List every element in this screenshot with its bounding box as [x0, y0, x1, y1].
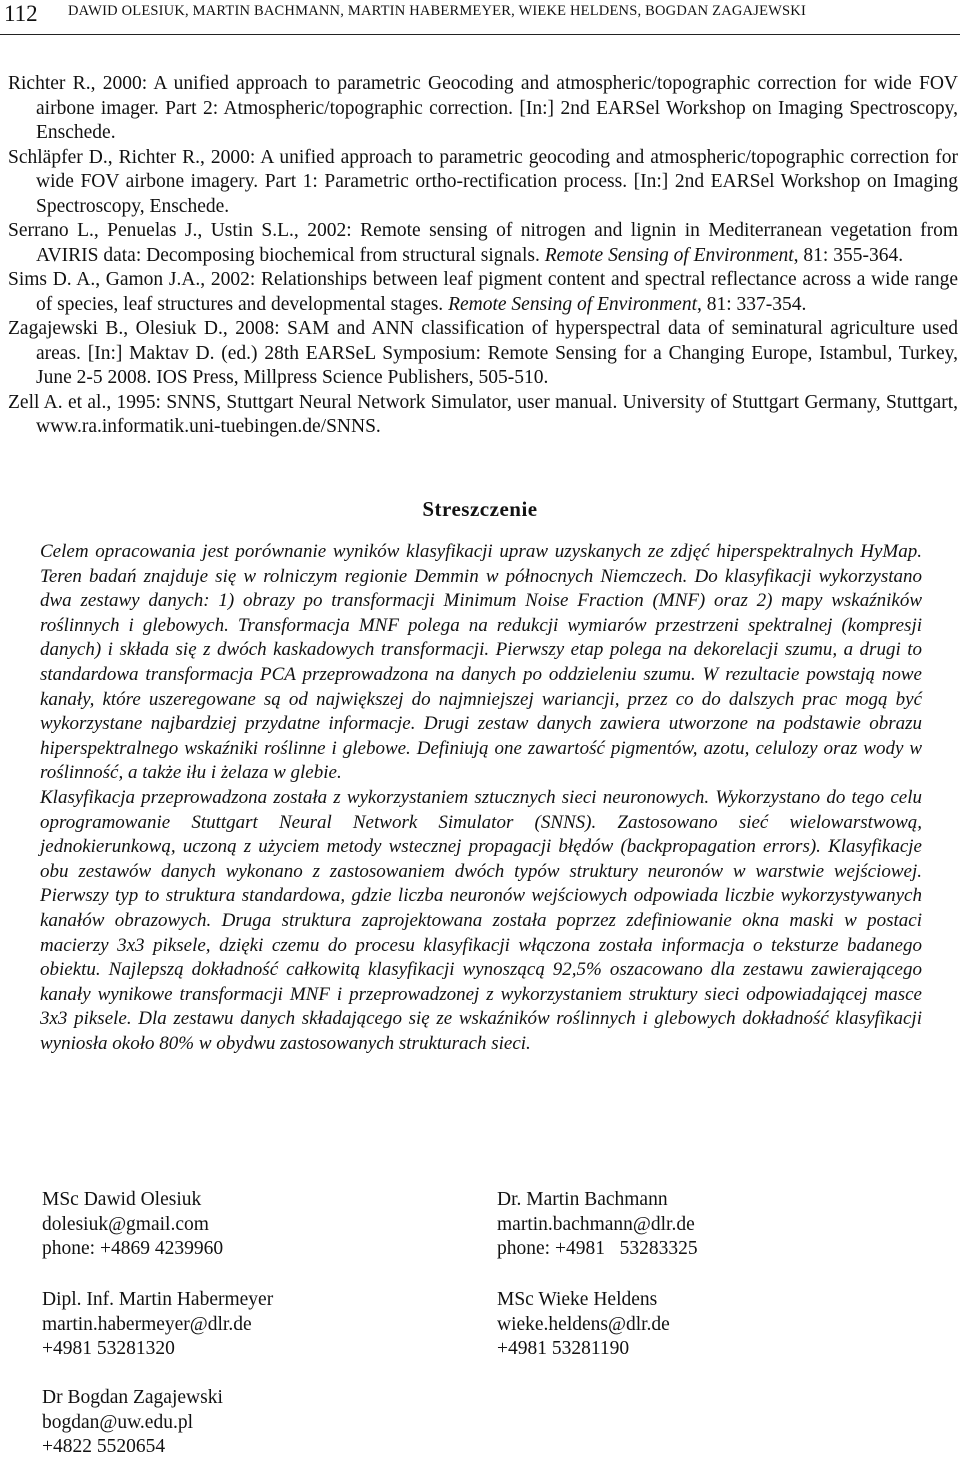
- contact-phone: phone: +4981 53283325: [497, 1238, 698, 1259]
- contact-email: martin.bachmann@dlr.de: [497, 1213, 695, 1235]
- contact-block: [497, 1188, 698, 1262]
- contact-email: martin.habermeyer@dlr.de: [42, 1313, 252, 1335]
- abstract-paragraph: Celem opracowania jest porównanie wyników klasyfikacji upraw uzyskanych ze zdjęć hiperspektralnych HyMap. Teren badań znajduje się w rolniczym regionie Demmin w północnych Niemczech. Do klasyfikacji wykorzystano dwa zestawy danych: 1) obrazy po transformacji Minimum Noise Fraction (MNF) oraz 2) mapy wskaźników roślinnych i glebowych. Transformacja MNF polega na redukcji wymiarów przestrzeni spektralnej (kompresji danych) i składa się z dwóch kaskadowych transformacji. Pierwszy etap polega na dekorelacji szumu, a drugi to standardowa transformacja PCA przeprowadzona na danych po oddzieleniu szumu. W rezultacie powstają nowe kanały, które uszeregowane są od największej do najmniejszej wariancji, przez co do dalszych prac mogą być wykorzystane najbardziej przydatne informacje. Drugi zestaw danych zawiera utworzone na podstawie obrazu hiperspektralnego wskaźniki roślinne i glebowe. Definiują one zawartość pigmentów, azotu, celulozy oraz wody w roślinność, a także iłu i żelaza w glebie.: [40, 541, 922, 784]
- contact-block: [42, 1386, 223, 1460]
- references-list: [8, 72, 958, 440]
- reference-entry: [8, 317, 958, 391]
- reference-text: Serrano L., Penuelas J., Ustin S.L., 2002: Remote sensing of nitrogen and lignin in Mediterranean vegetation from AVIRIS data: Decomposing biochemical from structural signals.: [8, 220, 958, 266]
- reference-entry: [8, 146, 958, 220]
- contact-block: [42, 1288, 273, 1362]
- reference-entry: [8, 219, 958, 268]
- abstract-paragraph: Klasyfikacja przeprowadzona została z wykorzystaniem sztucznych sieci neuronowych. Wykorzystano do tego celu oprogramowanie Stuttgart Neural Network Simulator (SNNS). Zastosowano sieć wielowarstwową, jednokierunkową, uczoną z użyciem metody wstecznej propagacji błędów (backpropagation errors). Klasyfikacje obu zestawów danych wykonano z zastosowaniem dwóch typów struktury neuronów w warstwie wejściowej. Pierwszy typ to struktura standardowa, gdzie liczba neuronów wejściowych odpowiada liczbie wykorzystywanych kanałów obrazowych. Druga struktura zaprojektowana została poprzez zdefiniowanie okna maski w postaci macierzy 3x3 piksele, dzięki czemu do procesu klasyfikacji włączona została informacja o teksturze badanego obiektu. Najlepszą dokładność całkowitą klasyfikacji wynoszącą 92,5% oszacowano dla zestawu zawierającego kanały wynikowe transformacji MNF i przeprowadzonej z wykorzystaniem struktury sieci odpowiadającej masce 3x3 piksele. Dla zestawu danych składającego się ze wskaźników roślinnych i glebowych dokładność klasyfikacji wyniosła około 80% w obydwu zastosowanych strukturach sieci.: [40, 786, 922, 1054]
- page-header: [0, 0, 960, 35]
- contact-block: [42, 1188, 223, 1262]
- contact-email: bogdan@uw.edu.pl: [42, 1411, 194, 1433]
- contact-phone: +4981 53281190: [497, 1338, 630, 1359]
- contact-phone: +4981 53281320: [42, 1338, 175, 1359]
- reference-text: Sims D. A., Gamon J.A., 2002: Relationships between leaf pigment content and spectral reflectance across a wide range of species, leaf structures and developmental stages.: [8, 269, 958, 315]
- contact-phone: phone: +4869 4239960: [42, 1238, 224, 1259]
- contact-block: [497, 1288, 670, 1362]
- page-number: 112: [4, 1, 38, 26]
- reference-tail: , 81: 355-364.: [793, 244, 904, 266]
- reference-entry: [8, 72, 958, 146]
- contact-name: Dipl. Inf. Martin Habermeyer: [42, 1289, 274, 1310]
- reference-text: Zell A. et al., 1995: SNNS, Stuttgart Neural Network Simulator, user manual. University of Stuttgart Germany, Stuttgart, www.ra.informatik.uni-tuebingen.de/SNNS.: [8, 391, 958, 437]
- contact-name: Dr Bogdan Zagajewski: [42, 1387, 223, 1408]
- contact-phone: +4822 5520654: [42, 1436, 166, 1457]
- reference-tail: , 81: 337-354.: [697, 293, 807, 315]
- contact-email: dolesiuk@gmail.com: [42, 1213, 209, 1235]
- reference-text: Schläpfer D., Richter R., 2000: A unified approach to parametric geocoding and atmospheric/topographic correction for wide FOV airbone imagery. Part 1: Parametric ortho-rectification process. [In:] 2nd EARSel Workshop on Imaging Spectroscopy, Enschede.: [8, 146, 958, 217]
- reference-journal: Remote Sensing of Environment: [448, 293, 697, 315]
- reference-journal: Remote Sensing of Environment: [544, 244, 794, 266]
- contact-name: Dr. Martin Bachmann: [497, 1189, 668, 1210]
- reference-entry: [8, 391, 958, 440]
- contact-email: wieke.heldens@dlr.de: [497, 1313, 670, 1335]
- reference-text: Richter R., 2000: A unified approach to parametric Geocoding and atmospheric/topographic correction for wide FOV airbone imager. Part 2: Atmospheric/topographic correction. [In:] 2nd EARSel Workshop on Imaging Spectroscopy, Enschede.: [8, 73, 958, 143]
- reference-entry: [8, 268, 958, 317]
- contact-name: MSc Wieke Heldens: [497, 1289, 658, 1310]
- contact-name: MSc Dawid Olesiuk: [42, 1189, 202, 1210]
- reference-text: Zagajewski B., Olesiuk D., 2008: SAM and ANN classification of hyperspectral data of seminatural agriculture used areas. [In:] Maktav D. (ed.) 28th EARSeL Symposium: Remote Sensing for a Changing Europe, Istambul, Turkey, June 2-5 2008. IOS Press, Millpress Science Publishers, 505-510.: [8, 318, 958, 388]
- abstract-title: Streszczenie: [422, 497, 538, 521]
- running-head: DAWID OLESIUK, MARTIN BACHMANN, MARTIN HABERMEYER, WIEKE HELDENS, BOGDAN ZAGAJEWSKI: [68, 3, 806, 19]
- abstract-body: [40, 540, 922, 1056]
